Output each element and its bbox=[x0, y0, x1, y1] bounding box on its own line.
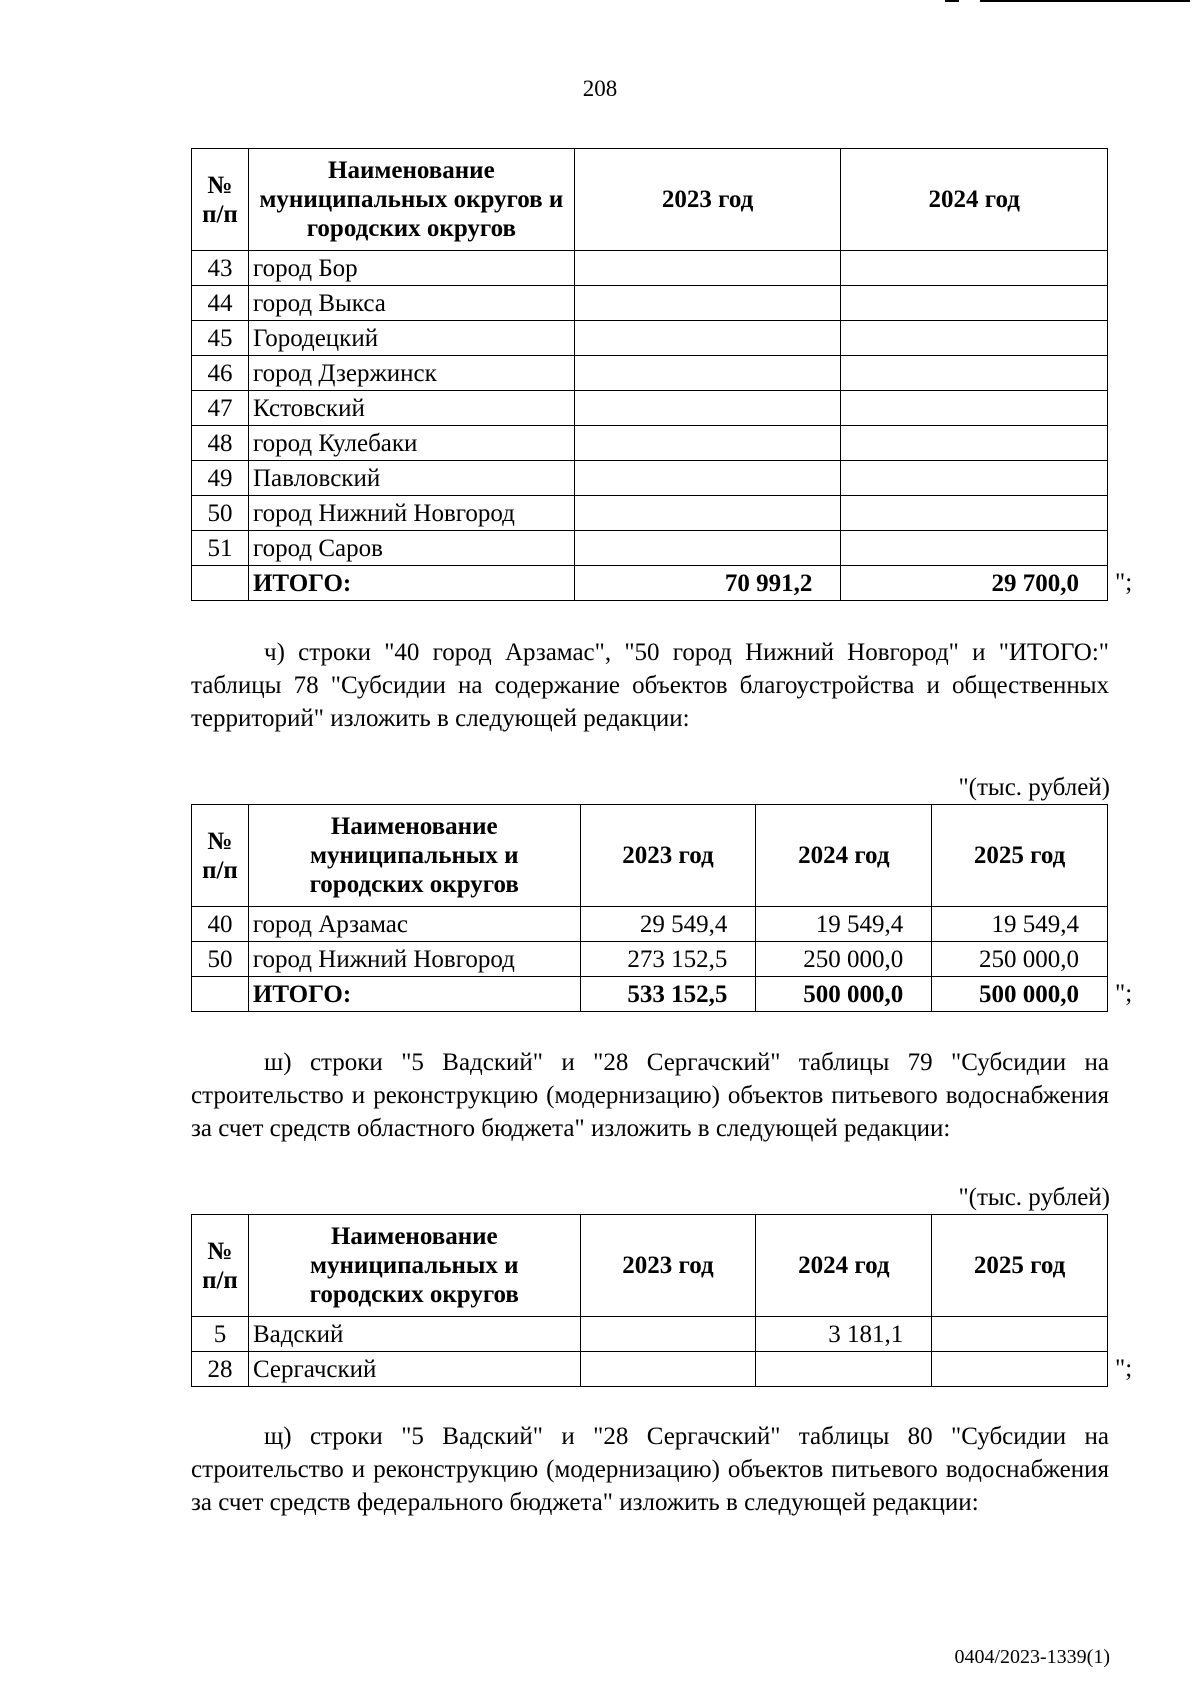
row-num: 5 bbox=[192, 1317, 249, 1352]
table-row bbox=[192, 496, 1108, 531]
row-2023 bbox=[580, 1317, 756, 1352]
row-2025: 250 000,0 bbox=[932, 942, 1108, 977]
table-3 bbox=[191, 1214, 1108, 1387]
row-2023: 273 152,5 bbox=[580, 942, 756, 977]
row-2023 bbox=[574, 426, 841, 461]
total-label: ИТОГО: bbox=[248, 566, 574, 601]
total-label: ИТОГО: bbox=[248, 977, 580, 1012]
header-name: Наименование муниципальных и городских округов bbox=[248, 805, 580, 907]
row-2023 bbox=[574, 531, 841, 566]
row-2023 bbox=[574, 496, 841, 531]
row-2024 bbox=[841, 426, 1108, 461]
row-num: 48 bbox=[192, 426, 249, 461]
scan-mark-dot bbox=[945, 0, 959, 2]
row-num: 49 bbox=[192, 461, 249, 496]
row-name: город Выкса bbox=[248, 286, 574, 321]
row-name: город Арзамас bbox=[248, 907, 580, 942]
header-2023: 2023 год bbox=[580, 805, 756, 907]
total-2024: 500 000,0 bbox=[756, 977, 932, 1012]
header-2024: 2024 год bbox=[841, 149, 1108, 251]
total-2025: 500 000,0 bbox=[932, 977, 1108, 1012]
row-num: 45 bbox=[192, 321, 249, 356]
table-row bbox=[192, 251, 1108, 286]
table-row bbox=[192, 531, 1108, 566]
paragraph-sh: ш) строки "5 Вадский" и "28 Сергачский" таблицы 79 "Субсидии на строительство и реконструкцию (модернизацию) объектов питьевого водоснабжения за счет средств областного бюджета" изложить в следующей редакции: bbox=[191, 1049, 1109, 1142]
row-num: 43 bbox=[192, 251, 249, 286]
header-name: Наименование муниципальных и городских округов bbox=[248, 1215, 580, 1317]
row-num: 50 bbox=[192, 942, 249, 977]
total-row bbox=[192, 977, 1108, 1012]
table-row bbox=[192, 391, 1108, 426]
header-name: Наименование муниципальных округов и городских округов bbox=[248, 149, 574, 251]
header-2023: 2023 год bbox=[580, 1215, 756, 1317]
row-2023 bbox=[580, 1352, 756, 1387]
row-name: город Бор bbox=[248, 251, 574, 286]
row-2024 bbox=[841, 531, 1108, 566]
table-row bbox=[192, 286, 1108, 321]
row-name: Вадский bbox=[248, 1317, 580, 1352]
row-2025 bbox=[932, 1317, 1108, 1352]
table-2 bbox=[191, 804, 1108, 1012]
table-row bbox=[192, 321, 1108, 356]
table-row bbox=[192, 1352, 1108, 1387]
row-2024 bbox=[841, 321, 1108, 356]
row-name: город Саров bbox=[248, 531, 574, 566]
row-2024: 3 181,1 bbox=[756, 1317, 932, 1352]
header-2025: 2025 год bbox=[932, 1215, 1108, 1317]
paragraph-ch: ч) строки "40 город Арзамас", "50 город Нижний Новгород" и "ИТОГО:" таблицы 78 "Субсидии на содержание объектов благоустройства и общественных территорий" изложить в следующей редакции: bbox=[191, 639, 1109, 732]
table-2-closing: "; bbox=[1115, 980, 1133, 1007]
row-name: Кстовский bbox=[248, 391, 574, 426]
row-2024 bbox=[841, 286, 1108, 321]
table-row bbox=[192, 942, 1108, 977]
row-2024 bbox=[841, 391, 1108, 426]
table-1-closing: "; bbox=[1115, 569, 1133, 596]
units-label-2: "(тыс. рублей) bbox=[958, 774, 1110, 801]
row-2023 bbox=[574, 356, 841, 391]
row-num: 40 bbox=[192, 907, 249, 942]
total-2023: 533 152,5 bbox=[580, 977, 756, 1012]
row-name: город Дзержинск bbox=[248, 356, 574, 391]
row-name: Павловский bbox=[248, 461, 574, 496]
row-num: 46 bbox=[192, 356, 249, 391]
header-2024: 2024 год bbox=[756, 805, 932, 907]
row-2024: 250 000,0 bbox=[756, 942, 932, 977]
row-name: город Кулебаки bbox=[248, 426, 574, 461]
total-2024: 29 700,0 bbox=[841, 566, 1108, 601]
table-row bbox=[192, 356, 1108, 391]
row-2023 bbox=[574, 321, 841, 356]
header-2024: 2024 год bbox=[756, 1215, 932, 1317]
total-2023: 70 991,2 bbox=[574, 566, 841, 601]
table-1 bbox=[191, 148, 1108, 601]
table-3-closing: "; bbox=[1115, 1355, 1133, 1382]
row-2024 bbox=[841, 496, 1108, 531]
row-2023 bbox=[574, 391, 841, 426]
row-num: 47 bbox=[192, 391, 249, 426]
row-name: Сергачский bbox=[248, 1352, 580, 1387]
total-row bbox=[192, 566, 1108, 601]
row-2024 bbox=[841, 356, 1108, 391]
header-num: № п/п bbox=[192, 149, 249, 251]
row-2024 bbox=[756, 1352, 932, 1387]
header-2025: 2025 год bbox=[932, 805, 1108, 907]
scan-mark-line bbox=[980, 0, 1190, 2]
row-num: 51 bbox=[192, 531, 249, 566]
page-number: 208 bbox=[582, 76, 618, 101]
row-2024: 19 549,4 bbox=[756, 907, 932, 942]
paragraph-shch: щ) строки "5 Вадский" и "28 Сергачский" таблицы 80 "Субсидии на строительство и реконструкцию (модернизацию) объектов питьевого водоснабжения за счет средств федерального бюджета" изложить в следующей редакции: bbox=[191, 1423, 1109, 1516]
table-row bbox=[192, 461, 1108, 496]
row-name: город Нижний Новгород bbox=[248, 942, 580, 977]
row-num: 28 bbox=[192, 1352, 249, 1387]
units-label-3: "(тыс. рублей) bbox=[958, 1184, 1110, 1211]
row-2023 bbox=[574, 251, 841, 286]
document-code: 0404/2023-1339(1) bbox=[954, 1646, 1110, 1668]
row-2023 bbox=[574, 461, 841, 496]
row-2025: 19 549,4 bbox=[932, 907, 1108, 942]
row-2024 bbox=[841, 461, 1108, 496]
row-2023: 29 549,4 bbox=[580, 907, 756, 942]
header-2023: 2023 год bbox=[574, 149, 841, 251]
row-name: Городецкий bbox=[248, 321, 574, 356]
table-row bbox=[192, 426, 1108, 461]
table-row bbox=[192, 907, 1108, 942]
row-num: 50 bbox=[192, 496, 249, 531]
row-2024 bbox=[841, 251, 1108, 286]
header-num: № п/п bbox=[192, 805, 249, 907]
row-2023 bbox=[574, 286, 841, 321]
row-num: 44 bbox=[192, 286, 249, 321]
table-row bbox=[192, 1317, 1108, 1352]
row-name: город Нижний Новгород bbox=[248, 496, 574, 531]
row-2025 bbox=[932, 1352, 1108, 1387]
header-num: № п/п bbox=[192, 1215, 249, 1317]
